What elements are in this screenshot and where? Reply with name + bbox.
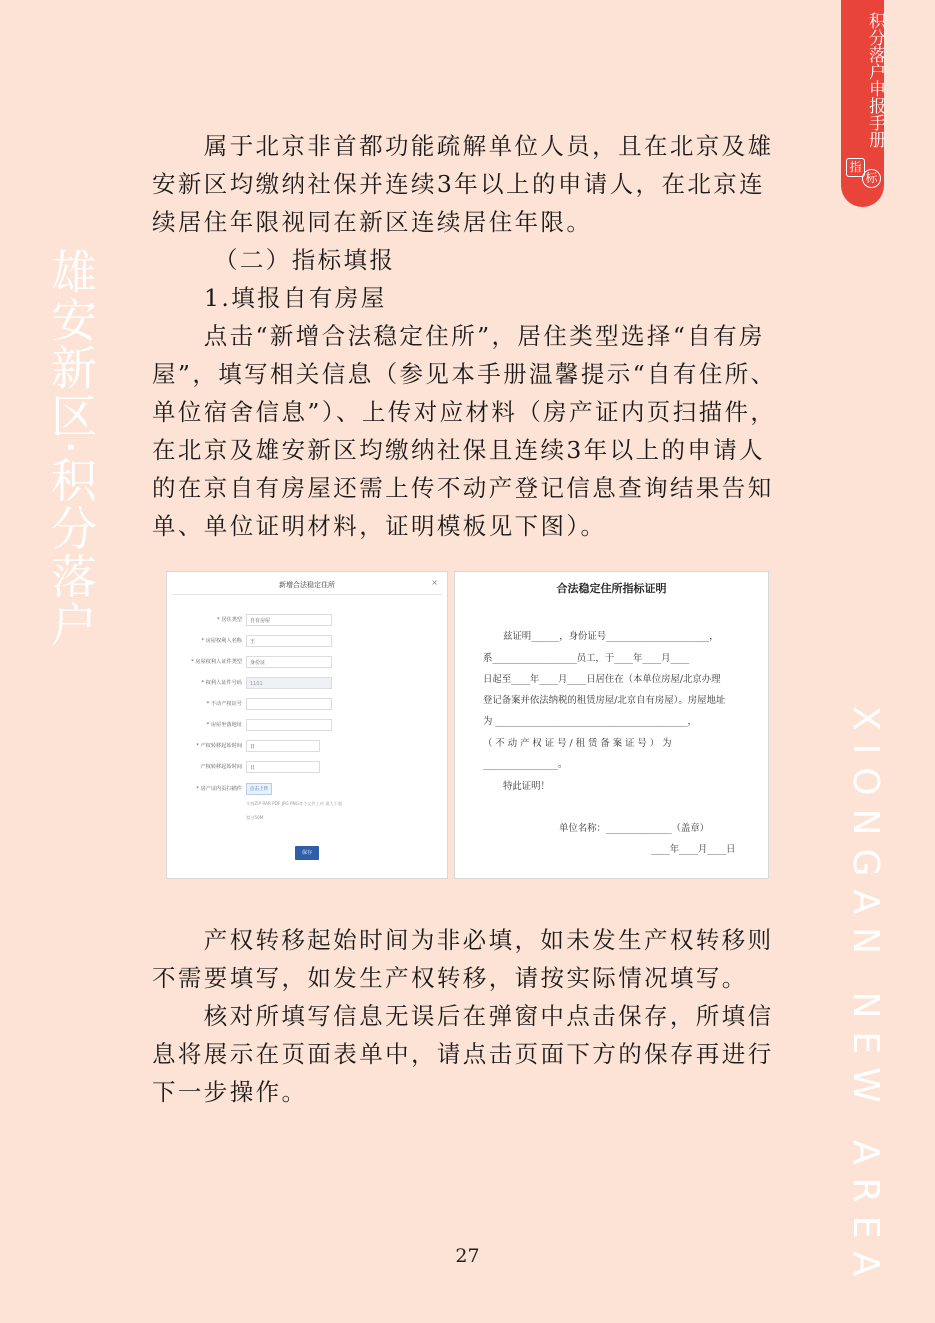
form-row-owner-name: * 房屋权利人名称 王 (167, 635, 447, 649)
certificate-line: 日起至____年____月____日居住在（本单位房屋/北京办理 (483, 674, 721, 685)
certificate-line: 为 _________________________________________， (483, 716, 697, 727)
transfer-start-date-2[interactable]: 日 (246, 761, 320, 773)
certificate-title: 合法稳定住所指标证明 (556, 582, 667, 595)
upload-note: 支持ZIP RAR PDF JPG PNG等个文件上传 最大不超 (246, 801, 343, 806)
certificate-signature-line: 单位名称：______________（盖章） (559, 823, 710, 834)
form-row-transfer-start-2: 产权转移起始时间 日 (167, 761, 447, 775)
form-title: 新增合法稳定住所 (279, 581, 335, 589)
side-title-chinese: 雄安新区·积分落户 (44, 248, 98, 649)
owner-name-input[interactable]: 王 (246, 635, 332, 647)
certificate-line: 系__________________员工，于____年____月____ (483, 653, 690, 664)
form-row-id-type: * 房屋权利人证件类型 身份证 (167, 656, 447, 670)
address-input[interactable] (246, 719, 332, 731)
handbook-tab (841, 0, 884, 207)
section-badges (844, 158, 881, 192)
section-heading: （二）指标填报 (214, 246, 396, 274)
property-cert-input[interactable] (246, 698, 332, 710)
paragraph-save-instructions: 核对所填写信息无误后在弹窗中点击保存，所填信息将展示在页面表单中，请点击页面下方的保存再进行下一步操作。 (152, 1002, 774, 1106)
paragraph-transfer-time: 产权转移起始时间为非必填，如未发生产权转移则不需要填写，如发生产权转移，请按实际情况填写。 (152, 926, 774, 992)
side-title-english: XIONGAN NEW AREA (845, 706, 886, 1290)
certificate-line: （ 不 动 产 权 证 号 / 租 赁 备 案 证 号 ） 为 (483, 738, 672, 749)
badge-biao: 标 (862, 169, 881, 188)
certificate-line: 登记备案并依法纳税的租赁房屋/北京自有房屋）。房屋地址 (483, 695, 726, 706)
badge-zhi: 指 (846, 158, 865, 177)
form-screenshot (167, 572, 447, 878)
form-row-address: * 房屋坐落地址 (167, 719, 447, 733)
subsection-heading: 1.填报自有房屋 (204, 284, 387, 312)
certificate-line: 兹证明______，身份证号______________________， (503, 631, 719, 642)
upload-note-limit: 超过50M (246, 815, 264, 820)
transfer-start-date[interactable]: 日 (246, 740, 320, 752)
certificate-date-line: ____年____月____日 (651, 844, 736, 855)
upload-button[interactable]: 点击上传 (246, 783, 272, 795)
form-row-scan-upload: * 房产证内页扫描件 点击上传 (167, 783, 447, 797)
save-button[interactable]: 保存 (295, 846, 319, 860)
paragraph-beijing-residence: 属于北京非首都功能疏解单位人员，且在北京及雄安新区均缴纳社保并连续3年以上的申请人，在北京连续居住年限视同在新区连续居住年限。 (152, 132, 774, 236)
paragraph-own-house-instructions: 点击“新增合法稳定住所”，居住类型选择“自有房屋”，填写相关信息（参见本手册温馨提示“自有住所、单位宿舍信息”）、上传对应材料（房产证内页扫描件，在北京及雄安新区均缴纳社保且连续3年以上的申请人的在京自有房屋还需上传不动产登记信息查询结果告知单、单位证明材料，证明模板见下图）。 (152, 322, 777, 540)
handbook-tab-label: 积分落户申报手册 (865, 12, 885, 148)
form-row-id-number: * 权利人证件号码 1101 (167, 677, 447, 691)
certificate-template (455, 572, 768, 878)
form-divider (172, 594, 442, 595)
form-row-residence-type: * 居住类型 自有房屋 (167, 614, 447, 628)
residence-type-select[interactable]: 自有房屋 (246, 614, 332, 626)
form-row-property-cert: * 不动产权证号 (167, 698, 447, 712)
id-number-input[interactable]: 1101 (246, 677, 332, 689)
certificate-line: ________________。 (483, 759, 568, 770)
close-icon[interactable]: × (431, 578, 438, 587)
form-row-transfer-start: * 产权转移起始时间 日 (167, 740, 447, 754)
certificate-line: 特此证明！ (503, 781, 550, 792)
id-type-select[interactable]: 身份证 (246, 656, 332, 668)
page-number: 27 (455, 1245, 480, 1267)
